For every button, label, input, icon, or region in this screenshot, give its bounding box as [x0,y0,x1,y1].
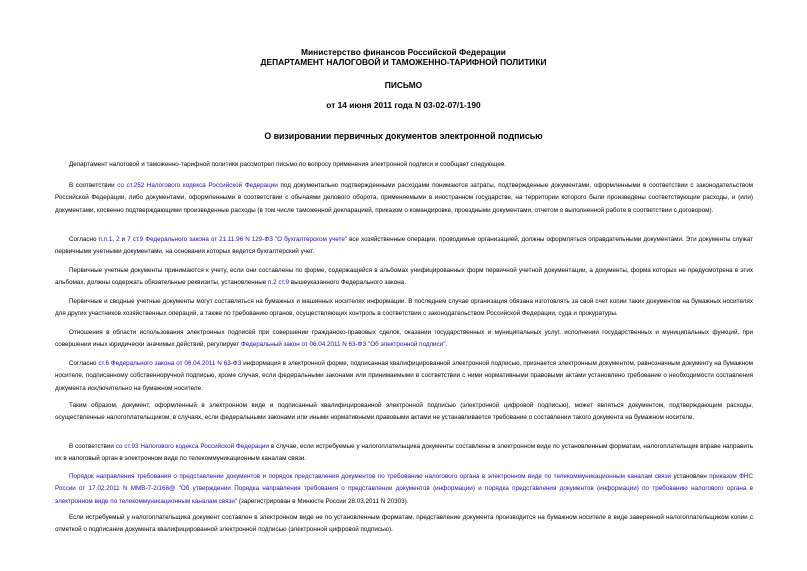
paragraph-text: (зарегистрирован в Минюсте России 28.03.2011 N 20303). [237,497,409,505]
paragraph-text: вышеуказанного Федерального закона. [288,279,406,287]
paragraph-6 [55,327,753,352]
paragraph-8 [55,400,753,425]
paragraph-text: под документально подтвержденными расходами понимаются затраты, подтвержденные документами, оформленными в соответствии с законодательством Российской Федерации, либо документами, оформленными в соответствии с обычаями делового оборота, применяемыми в иностранном государстве, на территории которого были произведены соответствующие расходы, и (или) документами, косвенно подтверждающими произведенные расходы (в том числе таможенной декларацией, приказом о командировке, проездными документами, отчетом о выполненной работе в соответствии с договором). [55,182,753,214]
paragraph-text: Отношения в области использования электронных подписей при совершении гражданско-правовых сделок, оказании государственных и муниципальных услуг, исполнении государственных и муниципальных функций, при совершении иных юридически значимых действий, регулирует [55,329,753,349]
paragraph-4 [55,265,753,290]
paragraph-text: Департамент налоговой и таможенно-тарифной политики рассмотрел письмо по вопросу применения электронной подписи и сообщает следующее. [69,161,507,168]
document-subject: О визировании первичных документов электронной подписью [264,131,543,141]
paragraph-text: установлен [671,473,710,480]
paragraph-10 [55,471,753,508]
link-clauses-1-2[interactable]: п.п.1, 2 [98,236,120,243]
paragraph-text: все хозяйственные операции, проводимые организацией, должны оформляться оправдательными документами. Эти документы служат первичными учетными документами, на основании которых ведется бухгалтерский учет. [55,236,753,256]
paragraph-text: В соответствии [69,182,118,189]
paragraph-2 [55,180,753,217]
paragraph-text: информация в электронной форме, подписанная квалифицированной электронной подписью, признается электронным документом, равнозначным документу на бумажном носителе, подписанному собственноручной подписью, кроме случая, если федеральными законами или принимаемыми в соответствии с ними нормативными правовыми актами установлено требование о необходимости составления документа исключительно на бумажном носителе. [55,360,753,392]
link-article-93-tax-code[interactable]: со ст.93 Налогового кодекса Российской Федерации [115,443,269,450]
paragraph-text: Таким образом, документ, оформленный в электронном виде и подписанный квалифицированной электронной подписью (электронной цифровой подписью), может являться документом, подтверждающим расходы, осуществленные налогоплательщиком, в случаях, если федеральными законами или иными нормативными правовыми актами не устанавливается требование о составлении такого документа на бумажном носителе. [55,402,753,422]
paragraph-3 [55,234,753,259]
paragraph-text: и [119,236,128,243]
ministry-name: Министерство финансов Российской Федерации [301,47,506,57]
paragraph-text: В соответствии [69,443,116,450]
paragraph-7 [55,358,753,395]
link-accounting-law[interactable]: 7 ст.9 Федерального закона от 21.11.96 N 129-ФЗ "О бухгалтерском учете" [127,236,348,243]
paragraph-text: Первичные и сводные учетные документы могут составляться на бумажных и машинных носителях информации. В последнем случае организация обязана изготовлять за свой счет копии таких документов на бумажных носителях для других участников хозяйственных операций, а также по требованию органов, осуществляющих контроль в соответствии с законодательством Российской Федерации, суда и прокуратуры. [55,298,753,318]
paragraph-1 [55,159,753,171]
link-fns-order[interactable]: приказом ФНС России от 17.02.2011 N ММВ-7-2/168@ "Об утверждении Порядка направления требования о представлении документов (информации) и порядка представления документов (информации) по требованию налогового органа в электронном виде по телекоммуникационным каналам связи" [55,473,753,505]
paragraph-text: в случае, если истребуемые у налогоплательщика документы составлены в электронном виде по установленным форматам, налогоплательщик вправе направить их в налоговый орган в электронном виде по телекоммуникационным каналам связи. [55,443,754,463]
department-name: ДЕПАРТАМЕНТ НАЛОГОВОЙ И ТАМОЖЕННО-ТАРИФНОЙ ПОЛИТИКИ [260,57,547,67]
paragraph-11 [55,512,753,537]
paragraph-text: Согласно [69,360,99,367]
link-clause-2-article-9[interactable]: п.2 ст.9 [267,279,289,287]
paragraph-text: Согласно [69,236,99,243]
paragraph-5 [55,296,753,321]
paragraph-9 [55,441,753,466]
document-date-number: от 14 июня 2011 года N 03-02-07/1-190 [326,100,481,110]
link-electronic-signature-law[interactable]: Федеральный закон от 06.04.2011 N 63-ФЗ "Об электронной подписи" [240,341,446,349]
document-type: ПИСЬМО [384,80,423,90]
paragraph-text: Первичные учетные документы принимаются к учету, если они составлены по форме, содержащейся в альбомах унифицированных форм первичной учетной документации, а документы, форма которых не предусмотрена в этих альбомах, должны содержать обязательные реквизиты, установленные [55,267,753,287]
link-article-252-tax-code[interactable]: со ст.252 Налогового кодекса Российской Федерации [117,182,278,189]
link-procedure-document-request[interactable]: Порядок направления требования о представлении документов и порядок представления документов по требованию налогового органа в электронном виде по телекоммуникационным каналам связи [69,473,671,480]
link-article-6-law-63[interactable]: ст.6 Федерального закона от 06.04.2011 N 63-ФЗ [98,360,242,367]
paragraph-text: . [445,341,448,349]
paragraph-text: Если истребуемый у налогоплательщика документ составлен в электронном виде не по установленным форматам, представление документа производится на бумажном носителе в виде заверенной налогоплательщиком копии с отметкой о подписании документа квалифицированной электронной подписью (электронной цифровой подписью). [55,514,753,534]
